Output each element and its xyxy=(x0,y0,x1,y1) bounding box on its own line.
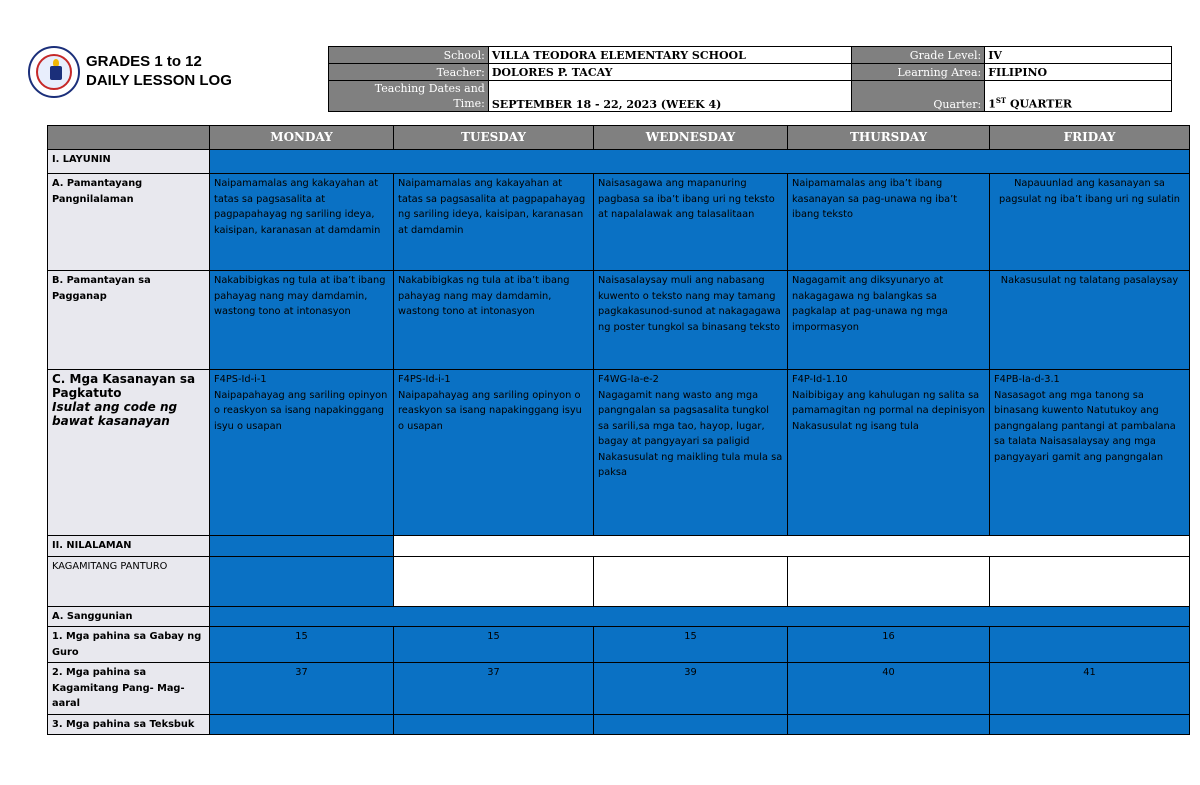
kagamitan-label: KAGAMITANG PANTURO xyxy=(48,556,210,606)
gabay-label: 1. Mga pahina sa Gabay ng Guro xyxy=(48,627,210,663)
pamantayang-cell: Naipamamalas ang kakayahan at tatas sa pagsasalita at pagpapahayag ng sariling ideya, kaisipan, karanasan at damdamin xyxy=(394,174,594,271)
competency-code: F4WG-Ia-e-2 xyxy=(598,374,659,385)
nilalaman-label: II. NILALAMAN xyxy=(48,536,210,557)
header-info-table xyxy=(328,46,1172,112)
teksbuk-label: 3. Mga pahina sa Teksbuk xyxy=(48,714,210,735)
competency-text: Nagagamit nang wasto ang mga pangngalan sa pagsasalita tungkol sa sarili,sa mga tao, hayop, lugar, bagay at pangyayari sa paligid Nakasusulat ng maikling tula mula sa paksa xyxy=(598,389,783,478)
teksbuk-cell xyxy=(594,714,788,735)
day-header: MONDAY xyxy=(210,126,394,150)
sanggunian-cell xyxy=(210,606,1190,627)
gabay-cell: 15 xyxy=(210,627,394,663)
competency-text: Naibibigay ang kahulugan ng salita sa pamamagitan ng pormal na depinisyon Nakasusulat ng isang tula xyxy=(792,389,985,432)
competency-code: F4PS-Id-i-1 xyxy=(214,374,267,385)
competency-code: F4P-Id-1.10 xyxy=(792,374,848,385)
kagamitang-cell: 39 xyxy=(594,663,788,715)
teksbuk-cell xyxy=(990,714,1190,735)
pagganap-label: B. Pamantayan sa Pagganap xyxy=(48,271,210,370)
dates-label: Teaching Dates and Time: xyxy=(329,81,489,112)
day-header: TUESDAY xyxy=(394,126,594,150)
document-title xyxy=(86,52,232,90)
kasanayan-cell xyxy=(210,370,394,536)
kagamitang-label: 2. Mga pahina sa Kagamitang Pang- Mag-aaral xyxy=(48,663,210,715)
nilalaman-cell xyxy=(394,536,1190,557)
school-label: School: xyxy=(329,47,489,64)
pagganap-cell: Nakabibigkas ng tula at iba’t ibang pahayag nang may damdamin, wastong tono at intonasyon xyxy=(210,271,394,370)
layunin-cell xyxy=(210,150,1190,174)
sanggunian-label: A. Sanggunian xyxy=(48,606,210,627)
gabay-cell: 15 xyxy=(394,627,594,663)
pagganap-cell: Nakabibigkas ng tula at iba’t ibang pahayag nang may damdamin, wastong tono at intonasyon xyxy=(394,271,594,370)
kagamitan-cell xyxy=(788,556,990,606)
title-line-2: DAILY LESSON LOG xyxy=(86,72,232,89)
teacher-value: DOLORES P. TACAY xyxy=(488,64,852,81)
gabay-cell xyxy=(990,627,1190,663)
pamantayang-cell: Naisasagawa ang mapanuring pagbasa sa iba’t ibang uri ng teksto at napalalawak ang talasalitaan xyxy=(594,174,788,271)
grade-value: IV xyxy=(985,47,1172,64)
teksbuk-cell xyxy=(210,714,394,735)
day-header: FRIDAY xyxy=(990,126,1190,150)
gabay-cell: 16 xyxy=(788,627,990,663)
quarter-value: 1ST QUARTER xyxy=(985,81,1172,112)
area-value: FILIPINO xyxy=(985,64,1172,81)
competency-text: Naipapahayag ang sariling opinyon o reaskyon sa isang napakinggang isyu o usapan xyxy=(214,389,388,432)
kasanayan-note: Isulat ang code ng bawat kasanayan xyxy=(52,400,178,428)
pamantayang-cell: Naipamamalas ang kakayahan at tatas sa pagsasalita at pagpapahayag ng sariling ideya, kaisipan, karanasan at damdamin xyxy=(210,174,394,271)
school-value: VILLA TEODORA ELEMENTARY SCHOOL xyxy=(488,47,852,64)
kasanayan-label xyxy=(48,370,210,536)
kasanayan-cell xyxy=(788,370,990,536)
grade-label: Grade Level: xyxy=(852,47,985,64)
pagganap-cell: Nagagamit ang diksyunaryo at nakagagawa ng balangkas sa pagkalap at pag-unawa ng mga impormasyon xyxy=(788,271,990,370)
lesson-log-table xyxy=(47,125,1190,735)
day-header: THURSDAY xyxy=(788,126,990,150)
deped-seal-icon xyxy=(28,46,80,98)
competency-text: Naipapahayag ang sariling opinyon o reaskyon sa isang napakinggang isyu o usapan xyxy=(398,389,582,432)
kasanayan-cell xyxy=(594,370,788,536)
kasanayan-title: C. Mga Kasanayan sa Pagkatuto xyxy=(52,372,196,400)
layunin-label: I. LAYUNIN xyxy=(48,150,210,174)
kagamitan-cell xyxy=(990,556,1190,606)
competency-text: Nasasagot ang mga tanong sa binasang kuwento Natutukoy ang pangngalang pantangi at pambalana sa talata Naisasalaysay ang mga pangyayari gamit ang pangngalan xyxy=(994,389,1176,463)
kagamitan-cell xyxy=(394,556,594,606)
nilalaman-cell xyxy=(210,536,394,557)
kagamitan-cell xyxy=(594,556,788,606)
teacher-label: Teacher: xyxy=(329,64,489,81)
title-line-1: GRADES 1 to 12 xyxy=(86,53,202,70)
kagamitang-cell: 37 xyxy=(210,663,394,715)
kasanayan-cell xyxy=(990,370,1190,536)
kagamitan-cell xyxy=(210,556,394,606)
area-label: Learning Area: xyxy=(852,64,985,81)
kagamitang-cell: 41 xyxy=(990,663,1190,715)
day-header: WEDNESDAY xyxy=(594,126,788,150)
pamantayang-cell: Napauunlad ang kasanayan sa pagsulat ng iba’t ibang uri ng sulatin xyxy=(990,174,1190,271)
kasanayan-cell xyxy=(394,370,594,536)
pagganap-cell: Naisasalaysay muli ang nabasang kuwento o teksto nang may tamang pagkakasunod-sunod at nakagagawa ng poster tungkol sa binasang teksto xyxy=(594,271,788,370)
pamantayang-cell: Naipamamalas ang iba’t ibang kasanayan sa pag-unawa ng iba’t ibang teksto xyxy=(788,174,990,271)
competency-code: F4PB-Ia-d-3.1 xyxy=(994,374,1060,385)
pamantayang-label: A. Pamantayang Pangnilalaman xyxy=(48,174,210,271)
competency-code: F4PS-Id-i-1 xyxy=(398,374,451,385)
kagamitang-cell: 37 xyxy=(394,663,594,715)
teksbuk-cell xyxy=(394,714,594,735)
gabay-cell: 15 xyxy=(594,627,788,663)
quarter-label: Quarter: xyxy=(852,81,985,112)
teksbuk-cell xyxy=(788,714,990,735)
kagamitang-cell: 40 xyxy=(788,663,990,715)
corner-cell xyxy=(48,126,210,150)
dates-value: SEPTEMBER 18 - 22, 2023 (WEEK 4) xyxy=(488,81,852,112)
pagganap-cell: Nakasusulat ng talatang pasalaysay xyxy=(990,271,1190,370)
